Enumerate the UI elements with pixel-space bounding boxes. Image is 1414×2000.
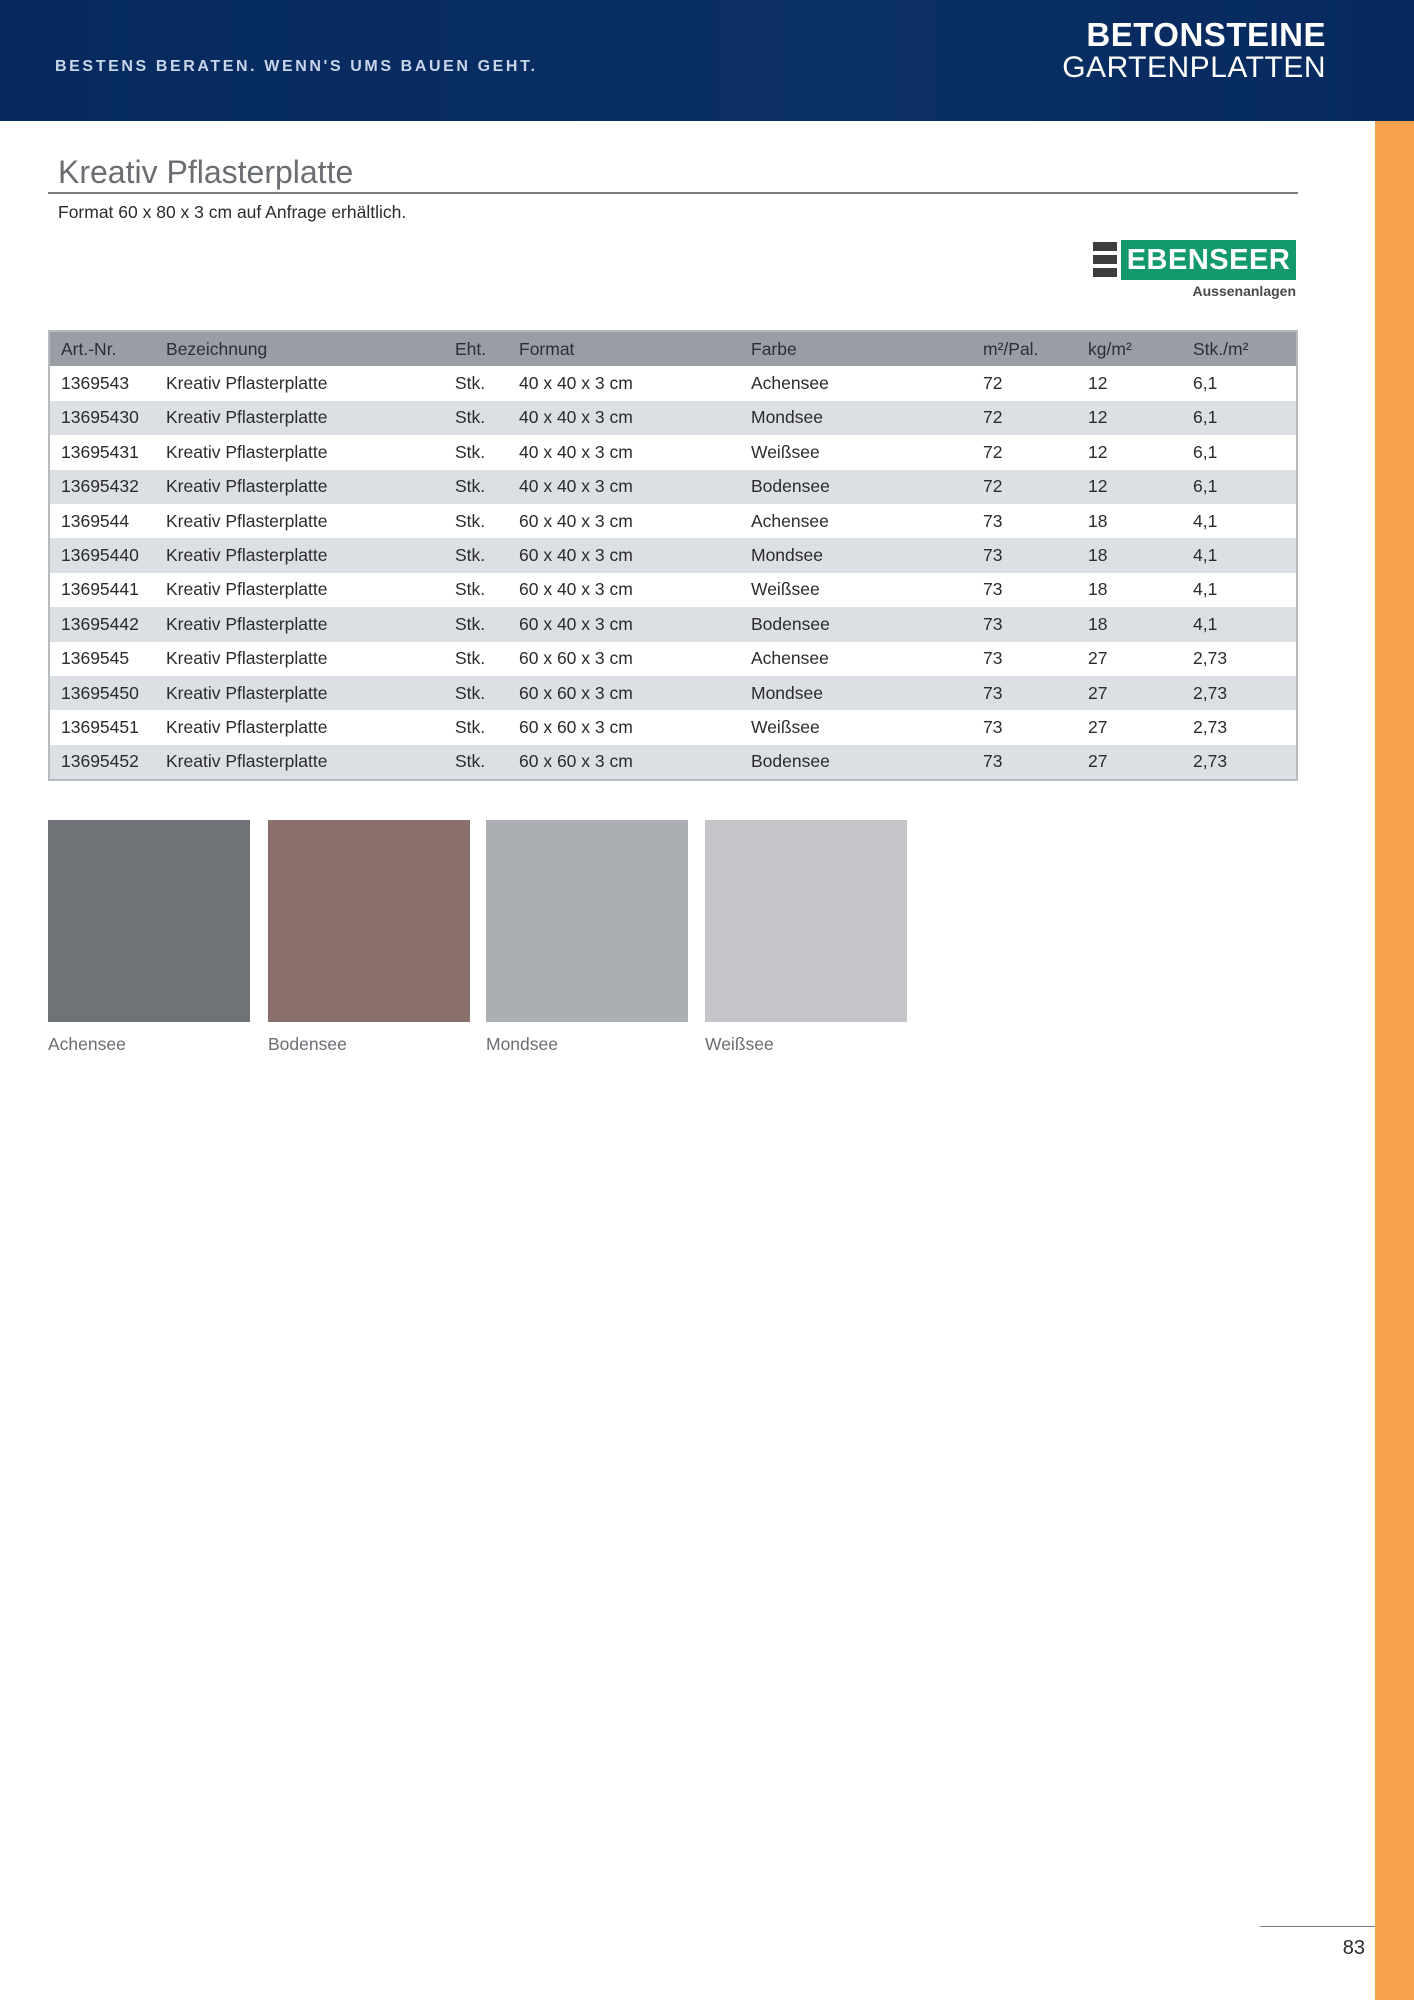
- table-cell-m2-pal: 73: [983, 579, 1003, 600]
- table-cell-eht: Stk.: [455, 716, 486, 737]
- table-cell-farbe: Mondsee: [751, 682, 823, 703]
- table-cell-bezeichnung: Kreativ Pflasterplatte: [166, 373, 328, 394]
- table-cell-eht: Stk.: [455, 373, 486, 394]
- table-cell-stk-m2: 2,73: [1193, 682, 1228, 703]
- table-cell-kg-m2: 18: [1088, 510, 1108, 531]
- table-cell-kg-m2: 27: [1088, 716, 1108, 737]
- table-cell-art-nr: 1369544: [61, 510, 130, 531]
- table-cell-m2-pal: 72: [983, 441, 1003, 462]
- table-cell-art-nr: 13695432: [61, 476, 139, 497]
- table-cell-stk-m2: 2,73: [1193, 751, 1228, 772]
- table-cell-stk-m2: 2,73: [1193, 648, 1228, 669]
- table-cell-stk-m2: 4,1: [1193, 510, 1218, 531]
- table-cell-farbe: Mondsee: [751, 545, 823, 566]
- table-row: [50, 745, 1296, 779]
- table-cell-eht: Stk.: [455, 579, 486, 600]
- table-cell-format: 60 x 40 x 3 cm: [519, 613, 633, 634]
- table-cell-format: 60 x 60 x 3 cm: [519, 716, 633, 737]
- table-cell-kg-m2: 12: [1088, 373, 1108, 394]
- page-number: 83: [1342, 1937, 1365, 1959]
- table-cell-art-nr: 1369545: [61, 648, 130, 669]
- color-swatch-3: [486, 820, 688, 1022]
- table-cell-farbe: Weißsee: [751, 579, 820, 600]
- table-row: [50, 710, 1296, 744]
- table-header-row: [50, 332, 1296, 366]
- table-row: [50, 642, 1296, 676]
- table-cell-m2-pal: 73: [983, 716, 1003, 737]
- swatch-label: Achensee: [48, 1034, 126, 1054]
- logo-stripe-icon: [1093, 242, 1117, 251]
- table-cell-eht: Stk.: [455, 751, 486, 772]
- column-header-farbe: Farbe: [751, 338, 797, 359]
- table-cell-art-nr: 13695431: [61, 441, 139, 462]
- table-cell-format: 40 x 40 x 3 cm: [519, 476, 633, 497]
- swatch-label: Bodensee: [268, 1034, 347, 1054]
- table-cell-bezeichnung: Kreativ Pflasterplatte: [166, 441, 328, 462]
- section-title: Kreativ Pflasterplatte: [58, 154, 354, 190]
- brand-logo: [1093, 240, 1296, 302]
- product-table: [48, 330, 1298, 781]
- table-cell-stk-m2: 4,1: [1193, 613, 1218, 634]
- table-cell-bezeichnung: Kreativ Pflasterplatte: [166, 510, 328, 531]
- header-category: BETONSTEINE: [1086, 16, 1326, 53]
- table-cell-eht: Stk.: [455, 441, 486, 462]
- table-cell-farbe: Mondsee: [751, 407, 823, 428]
- table-cell-kg-m2: 18: [1088, 545, 1108, 566]
- table-cell-kg-m2: 12: [1088, 441, 1108, 462]
- logo-subtitle: Aussenanlagen: [1192, 283, 1296, 299]
- table-cell-m2-pal: 72: [983, 407, 1003, 428]
- table-row: [50, 573, 1296, 607]
- title-divider: [48, 192, 1298, 194]
- table-body: [50, 366, 1296, 779]
- table-row: [50, 470, 1296, 504]
- table-cell-eht: Stk.: [455, 648, 486, 669]
- table-cell-format: 60 x 40 x 3 cm: [519, 510, 633, 531]
- column-header-format: Format: [519, 338, 575, 359]
- table-cell-kg-m2: 27: [1088, 682, 1108, 703]
- table-cell-art-nr: 1369543: [61, 373, 130, 394]
- table-cell-eht: Stk.: [455, 682, 486, 703]
- section-note: Format 60 x 80 x 3 cm auf Anfrage erhältlich.: [58, 202, 407, 222]
- table-cell-kg-m2: 12: [1088, 476, 1108, 497]
- table-cell-bezeichnung: Kreativ Pflasterplatte: [166, 716, 328, 737]
- table-cell-stk-m2: 6,1: [1193, 373, 1218, 394]
- table-cell-farbe: Achensee: [751, 373, 829, 394]
- table-cell-farbe: Bodensee: [751, 476, 830, 497]
- table-cell-stk-m2: 4,1: [1193, 579, 1218, 600]
- table-cell-eht: Stk.: [455, 407, 486, 428]
- column-header-m2-pal: m²/Pal.: [983, 338, 1039, 359]
- table-cell-eht: Stk.: [455, 476, 486, 497]
- color-swatch-1: [48, 820, 250, 1022]
- table-cell-kg-m2: 18: [1088, 579, 1108, 600]
- table-cell-format: 40 x 40 x 3 cm: [519, 373, 633, 394]
- table-row: [50, 435, 1296, 469]
- color-swatch-2: [268, 820, 470, 1022]
- swatch-label: Mondsee: [486, 1034, 558, 1054]
- table-cell-farbe: Achensee: [751, 648, 829, 669]
- table-cell-m2-pal: 73: [983, 510, 1003, 531]
- table-cell-kg-m2: 27: [1088, 751, 1108, 772]
- table-cell-eht: Stk.: [455, 545, 486, 566]
- table-cell-art-nr: 13695450: [61, 682, 139, 703]
- column-header-art-nr: Art.-Nr.: [61, 338, 117, 359]
- table-cell-stk-m2: 2,73: [1193, 716, 1228, 737]
- table-cell-art-nr: 13695440: [61, 545, 139, 566]
- table-cell-art-nr: 13695442: [61, 613, 139, 634]
- table-cell-m2-pal: 72: [983, 373, 1003, 394]
- table-cell-format: 60 x 60 x 3 cm: [519, 751, 633, 772]
- table-cell-format: 60 x 60 x 3 cm: [519, 682, 633, 703]
- table-cell-bezeichnung: Kreativ Pflasterplatte: [166, 682, 328, 703]
- header-subcategory: GARTENPLATTEN: [1062, 51, 1326, 84]
- column-header-eht: Eht.: [455, 338, 487, 359]
- table-cell-bezeichnung: Kreativ Pflasterplatte: [166, 407, 328, 428]
- table-cell-bezeichnung: Kreativ Pflasterplatte: [166, 751, 328, 772]
- table-cell-format: 40 x 40 x 3 cm: [519, 407, 633, 428]
- table-cell-art-nr: 13695451: [61, 716, 139, 737]
- table-cell-m2-pal: 73: [983, 613, 1003, 634]
- table-cell-m2-pal: 73: [983, 545, 1003, 566]
- table-cell-stk-m2: 6,1: [1193, 476, 1218, 497]
- header-slogan: BESTENS BERATEN. WENN'S UMS BAUEN GEHT.: [55, 58, 538, 75]
- table-cell-bezeichnung: Kreativ Pflasterplatte: [166, 476, 328, 497]
- table-cell-format: 60 x 40 x 3 cm: [519, 545, 633, 566]
- table-cell-stk-m2: 6,1: [1193, 441, 1218, 462]
- table-cell-bezeichnung: Kreativ Pflasterplatte: [166, 613, 328, 634]
- logo-stripe-icon: [1093, 255, 1117, 264]
- table-cell-art-nr: 13695452: [61, 751, 139, 772]
- table-cell-farbe: Bodensee: [751, 751, 830, 772]
- table-cell-farbe: Bodensee: [751, 613, 830, 634]
- column-header-bezeichnung: Bezeichnung: [166, 338, 268, 359]
- table-cell-format: 60 x 40 x 3 cm: [519, 579, 633, 600]
- table-cell-stk-m2: 4,1: [1193, 545, 1218, 566]
- table-cell-kg-m2: 27: [1088, 648, 1108, 669]
- table-row: [50, 607, 1296, 641]
- table-row: [50, 366, 1296, 400]
- table-cell-farbe: Weißsee: [751, 441, 820, 462]
- table-cell-bezeichnung: Kreativ Pflasterplatte: [166, 579, 328, 600]
- table-cell-m2-pal: 73: [983, 751, 1003, 772]
- logo-stripe-icon: [1093, 268, 1117, 277]
- sidebar-accent-bar: [1375, 121, 1414, 2000]
- table-cell-bezeichnung: Kreativ Pflasterplatte: [166, 648, 328, 669]
- swatch-label: Weißsee: [705, 1034, 774, 1054]
- table-row: [50, 676, 1296, 710]
- table-cell-art-nr: 13695430: [61, 407, 139, 428]
- table-cell-farbe: Achensee: [751, 510, 829, 531]
- table-cell-m2-pal: 73: [983, 682, 1003, 703]
- logo-brand-name: EBENSEER: [1121, 240, 1296, 280]
- table-cell-m2-pal: 73: [983, 648, 1003, 669]
- table-cell-format: 40 x 40 x 3 cm: [519, 441, 633, 462]
- color-swatch-4: [705, 820, 907, 1022]
- table-row: [50, 401, 1296, 435]
- table-cell-kg-m2: 12: [1088, 407, 1108, 428]
- table-cell-format: 60 x 60 x 3 cm: [519, 648, 633, 669]
- table-cell-eht: Stk.: [455, 613, 486, 634]
- table-cell-m2-pal: 72: [983, 476, 1003, 497]
- table-cell-art-nr: 13695441: [61, 579, 139, 600]
- table-row: [50, 538, 1296, 572]
- footer-divider: [1260, 1926, 1375, 1927]
- column-header-stk-m2: Stk./m²: [1193, 338, 1249, 359]
- table-cell-kg-m2: 18: [1088, 613, 1108, 634]
- table-row: [50, 504, 1296, 538]
- table-cell-stk-m2: 6,1: [1193, 407, 1218, 428]
- page-header: [0, 0, 1414, 121]
- table-cell-bezeichnung: Kreativ Pflasterplatte: [166, 545, 328, 566]
- table-cell-eht: Stk.: [455, 510, 486, 531]
- column-header-kg-m2: kg/m²: [1088, 338, 1132, 359]
- table-cell-farbe: Weißsee: [751, 716, 820, 737]
